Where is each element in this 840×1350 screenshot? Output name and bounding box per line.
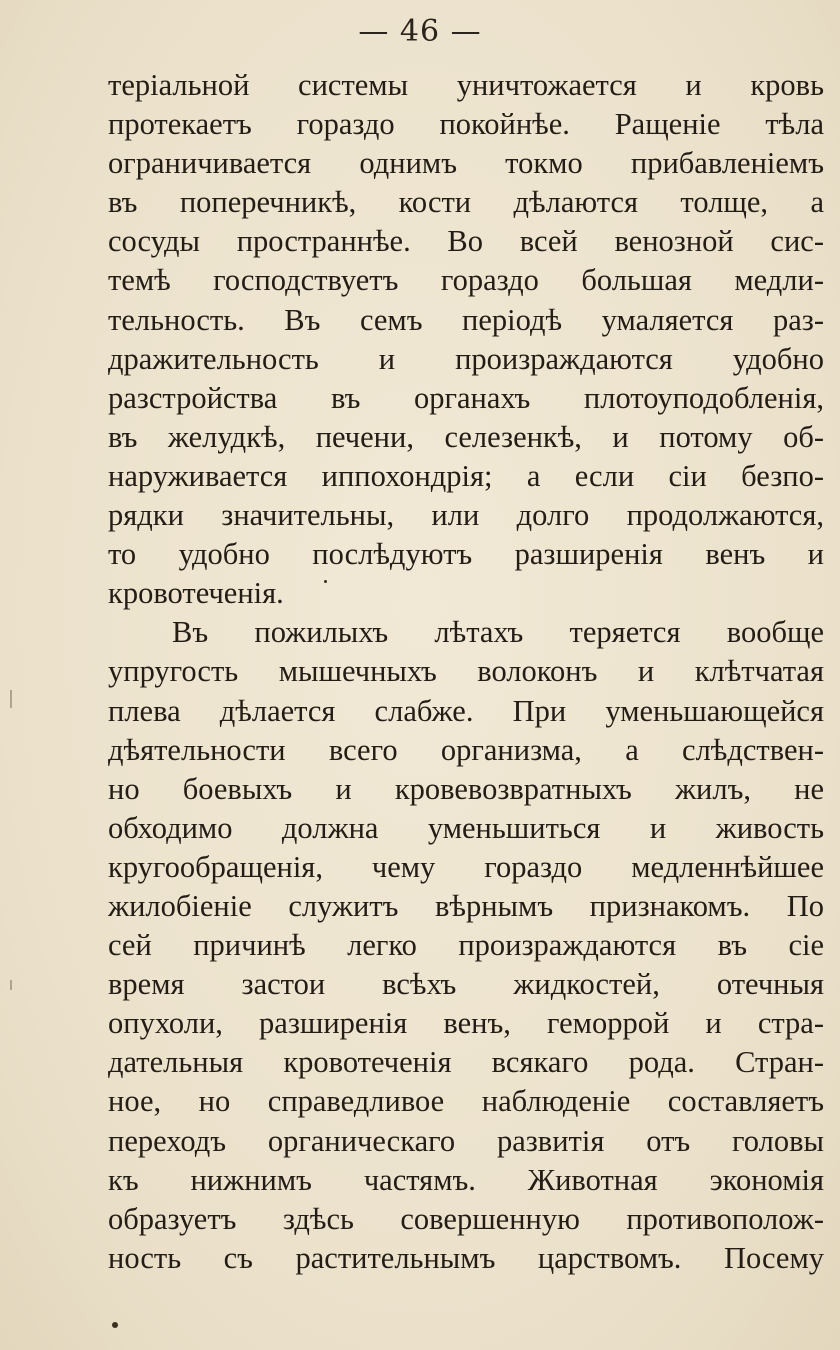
text-line: жилобіеніе служитъ вѣрнымъ признакомъ. По bbox=[108, 888, 824, 923]
text-line: ность съ растительнымъ царствомъ. Посему bbox=[108, 1240, 824, 1275]
body-text bbox=[108, 66, 824, 1278]
text-line: дательныя кровотеченія всякаго рода. Стран- bbox=[108, 1045, 824, 1080]
text-line: образуетъ здѣсь совершенную противополож- bbox=[108, 1201, 824, 1236]
text-line: темѣ господствуетъ гораздо большая медли- bbox=[108, 263, 824, 298]
page-edge-marks bbox=[6, 0, 26, 1350]
text-line: рядки значительны, или долго продолжаются, bbox=[108, 498, 824, 533]
text-line: сосуды пространнѣе. Во всей венозной сис- bbox=[108, 224, 824, 259]
text-line: время застои всѣхъ жидкостей, отечныя bbox=[108, 967, 824, 1002]
text-line: дражительность и произраждаются удобно bbox=[108, 341, 824, 376]
text-line: ное, но справедливое наблюденіе составляетъ bbox=[108, 1084, 824, 1119]
paragraph-first-line: Въ пожилыхъ лѣтахъ теряется вообще bbox=[172, 615, 824, 650]
text-line: наруживается иппохондрія; а если сіи безпо- bbox=[108, 458, 824, 493]
ink-speck bbox=[112, 1322, 118, 1328]
paragraph-last-line: кровотеченія. bbox=[108, 576, 284, 611]
text-line: кругообращенія, чему гораздо медленнѣйшее bbox=[108, 849, 824, 884]
text-line: обходимо должна уменьшиться и живость bbox=[108, 810, 824, 845]
text-line: упругость мышечныхъ волоконъ и клѣтчатая bbox=[108, 654, 824, 689]
text-line: то удобно послѣдуютъ разширенія венъ и bbox=[108, 537, 824, 572]
text-line: дѣятельности всего организма, а слѣдствен- bbox=[108, 732, 824, 767]
text-line: въ желудкѣ, печени, селезенкѣ, и потому об- bbox=[108, 419, 824, 454]
text-line: но боевыхъ и кровевозвратныхъ жилъ, не bbox=[108, 771, 824, 806]
text-line: тельность. Въ семъ періодѣ умаляется раз- bbox=[108, 302, 824, 337]
text-line: протекаетъ гораздо покойнѣе. Ращеніе тѣла bbox=[108, 107, 824, 142]
text-line: къ нижнимъ частямъ. Животная экономія bbox=[108, 1162, 824, 1197]
text-line: разстройства въ органахъ плотоуподобленія, bbox=[108, 380, 824, 415]
text-line: сей причинѣ легко произраждаются въ сіе bbox=[108, 928, 824, 963]
page-number: — 46 — bbox=[358, 14, 482, 49]
text-line: опухоли, разширенія венъ, геморрой и стра- bbox=[108, 1006, 824, 1041]
text-line: переходъ органическаго развитія отъ головы bbox=[108, 1123, 824, 1158]
text-line: теріальной системы уничтожается и кровь bbox=[108, 68, 824, 102]
text-line: плева дѣлается слабже. При уменьшающейся bbox=[108, 693, 824, 728]
text-line: въ поперечникѣ, кости дѣлаются толще, а bbox=[108, 185, 824, 220]
text-line: ограничивается однимъ токмо прибавленіемъ bbox=[108, 146, 824, 181]
